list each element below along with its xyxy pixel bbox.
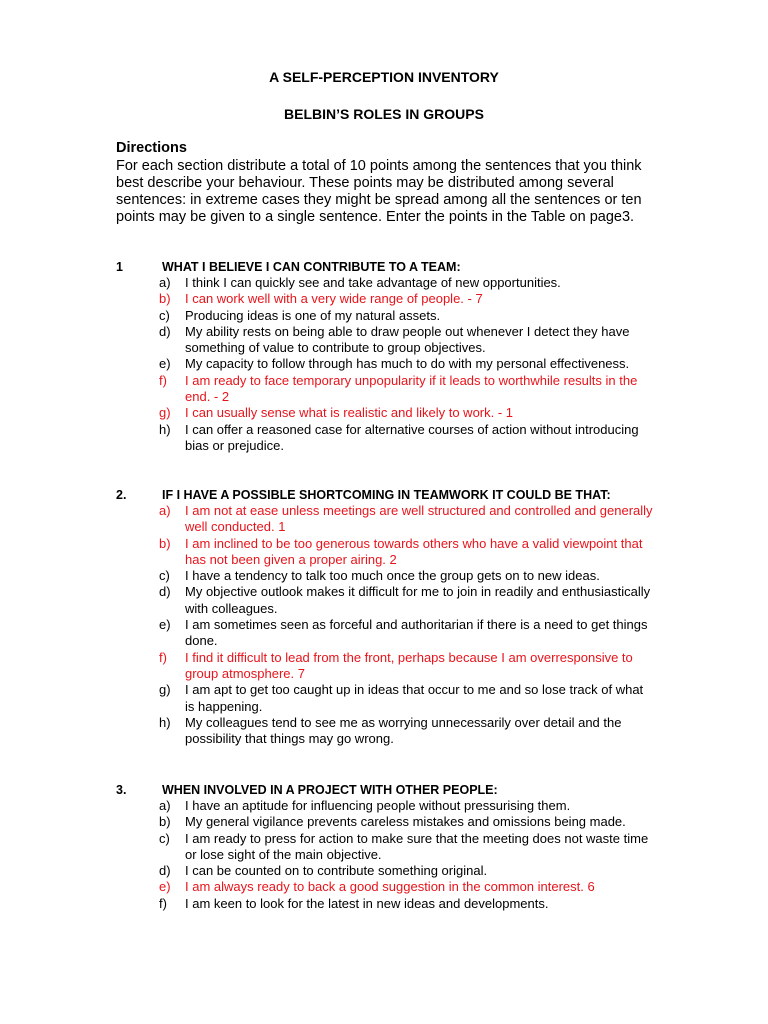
list-item bbox=[159, 308, 656, 324]
item-letter: d) bbox=[159, 323, 171, 339]
list-item bbox=[159, 324, 656, 357]
list-item bbox=[159, 291, 656, 307]
section-1 bbox=[116, 259, 656, 454]
item-text: I have an aptitude for influencing people without pressurising them. bbox=[185, 798, 571, 813]
item-letter: g) bbox=[159, 682, 171, 698]
section-number: 3. bbox=[116, 783, 127, 797]
item-text: My general vigilance prevents careless mistakes and omissions being made. bbox=[185, 814, 626, 830]
list-item bbox=[159, 863, 656, 879]
item-letter: f) bbox=[159, 649, 167, 665]
item-letter: h) bbox=[159, 421, 171, 437]
item-text: I am inclined to be too generous towards others who have a valid viewpoint that has not been given a proper airing. 2 bbox=[185, 535, 643, 567]
item-letter: e) bbox=[159, 617, 171, 633]
item-text: I am keen to look for the latest in new ideas and developments. bbox=[185, 895, 549, 911]
section-items bbox=[116, 798, 656, 912]
item-text: I can be counted on to contribute something original. bbox=[185, 863, 488, 879]
item-letter: f) bbox=[159, 372, 167, 388]
item-text: Producing ideas is one of my natural assets. bbox=[185, 307, 441, 323]
item-text: I am always ready to back a good suggestion in the common interest. 6 bbox=[185, 879, 595, 895]
item-letter: b) bbox=[159, 535, 171, 551]
list-item bbox=[159, 814, 656, 830]
list-item bbox=[159, 650, 656, 683]
directions-heading: Directions bbox=[116, 140, 187, 156]
list-item bbox=[159, 405, 656, 421]
list-item bbox=[159, 536, 656, 569]
item-text: I have a tendency to talk too much once the group gets on to new ideas. bbox=[185, 568, 600, 584]
item-letter: g) bbox=[159, 405, 171, 421]
item-text: I am sometimes seen as forceful and authoritarian if there is a need to get things done. bbox=[185, 617, 648, 649]
list-item bbox=[159, 356, 656, 372]
item-letter: b) bbox=[159, 291, 171, 307]
directions-text: For each section distribute a total of 10 points among the sentences that you think best describe your behaviour. These points may be distributed among several sentences: in extreme cases they might be spread among all the sentences or ten points may be given to a single sentence. Enter the points in the Table on page3. bbox=[116, 158, 642, 225]
section-heading bbox=[116, 487, 656, 503]
section-title: WHEN INVOLVED IN A PROJECT WITH OTHER PEOPLE: bbox=[162, 783, 498, 797]
item-text: I find it difficult to lead from the front, perhaps because I am overresponsive to group atmosphere. 7 bbox=[185, 649, 633, 681]
item-text: I am ready to face temporary unpopularity if it leads to worthwhile results in the end. - 2 bbox=[185, 372, 638, 405]
item-letter: a) bbox=[159, 503, 171, 518]
list-item bbox=[159, 617, 656, 650]
list-item bbox=[159, 879, 656, 895]
item-letter: c) bbox=[159, 830, 170, 846]
section-title: WHAT I BELIEVE I CAN CONTRIBUTE TO A TEAM: bbox=[162, 260, 461, 274]
section-number: 1 bbox=[116, 260, 123, 274]
item-letter: a) bbox=[159, 275, 171, 290]
item-letter: c) bbox=[159, 568, 170, 584]
section-title: IF I HAVE A POSSIBLE SHORTCOMING IN TEAMWORK IT COULD BE THAT: bbox=[162, 488, 611, 502]
list-item bbox=[159, 715, 656, 748]
item-letter: b) bbox=[159, 814, 171, 830]
list-item bbox=[159, 831, 656, 864]
item-text: My colleagues tend to see me as worrying unnecessarily over detail and the possibility that things may go wrong. bbox=[185, 714, 622, 747]
item-text: My ability rests on being able to draw people out whenever I detect they have something of value to contribute to group objectives. bbox=[185, 323, 630, 356]
document-title: A SELF-PERCEPTION INVENTORY bbox=[269, 69, 499, 85]
item-letter: f) bbox=[159, 895, 167, 911]
item-letter: e) bbox=[159, 356, 171, 372]
item-text: I can work well with a very wide range of people. - 7 bbox=[185, 291, 483, 307]
list-item bbox=[159, 422, 656, 455]
list-item bbox=[159, 798, 656, 814]
section-heading bbox=[116, 259, 656, 275]
list-item bbox=[159, 275, 656, 291]
item-text: My capacity to follow through has much to do with my personal effectiveness. bbox=[185, 356, 630, 372]
section-2 bbox=[116, 487, 656, 747]
item-letter: d) bbox=[159, 584, 171, 600]
section-3 bbox=[116, 782, 656, 912]
list-item bbox=[159, 373, 656, 406]
item-letter: e) bbox=[159, 879, 171, 895]
item-letter: h) bbox=[159, 714, 171, 730]
document-subtitle: BELBIN’S ROLES IN GROUPS bbox=[284, 106, 484, 122]
list-item bbox=[159, 896, 656, 912]
section-heading bbox=[116, 782, 656, 798]
list-item bbox=[159, 503, 656, 536]
list-item bbox=[159, 568, 656, 584]
section-number: 2. bbox=[116, 488, 127, 502]
item-text: I think I can quickly see and take advantage of new opportunities. bbox=[185, 275, 561, 290]
section-items bbox=[116, 503, 656, 747]
item-letter: a) bbox=[159, 798, 171, 813]
item-text: I am apt to get too caught up in ideas that occur to me and so lose track of what is happening. bbox=[185, 682, 644, 714]
item-letter: c) bbox=[159, 307, 170, 323]
list-item bbox=[159, 682, 656, 715]
item-text: I can offer a reasoned case for alternative courses of action without introducing bias or prejudice. bbox=[185, 421, 639, 453]
item-text: I can usually sense what is realistic and likely to work. - 1 bbox=[185, 405, 514, 421]
item-text: My objective outlook makes it difficult for me to join in readily and enthusiastically with colleagues. bbox=[185, 584, 651, 616]
item-text: I am ready to press for action to make sure that the meeting does not waste time or lose sight of the main objective. bbox=[185, 830, 649, 862]
list-item bbox=[159, 584, 656, 617]
item-text: I am not at ease unless meetings are well structured and controlled and generally well conducted. 1 bbox=[185, 503, 653, 535]
item-letter: d) bbox=[159, 863, 171, 879]
section-items bbox=[116, 275, 656, 454]
